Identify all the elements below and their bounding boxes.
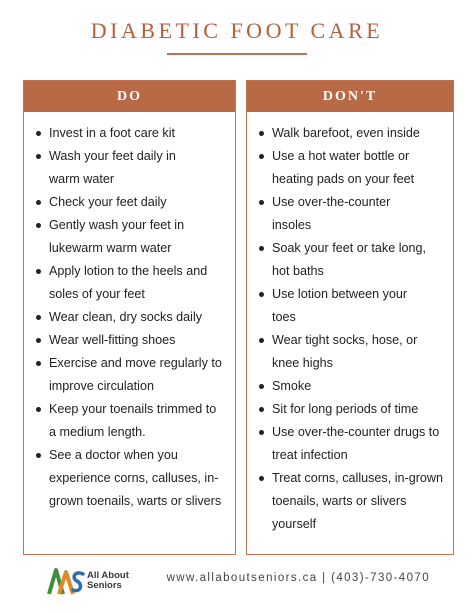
- list-item-text: Use a hot water bottle or: [272, 149, 410, 163]
- list-item-text: soles of your feet: [49, 287, 145, 301]
- bullet-icon: [259, 292, 264, 297]
- list-item: [32, 352, 229, 375]
- bullet-icon: [259, 338, 264, 343]
- do-list: [24, 112, 235, 513]
- list-item: [32, 168, 229, 191]
- list-item: [255, 145, 447, 168]
- list-item-text: Soak your feet or take long,: [272, 241, 427, 255]
- list-item-text: insoles: [272, 218, 312, 232]
- list-item-text: Check your feet daily: [49, 195, 167, 209]
- list-item-text: See a doctor when you: [49, 448, 178, 462]
- list-item-text: Wear well-fitting shoes: [49, 333, 176, 347]
- list-item-text: Sit for long periods of time: [272, 402, 419, 416]
- list-item: [32, 237, 229, 260]
- dont-list: [247, 112, 453, 536]
- page-title: DIABETIC FOOT CARE: [90, 18, 384, 43]
- list-item-text: hot baths: [272, 264, 324, 278]
- bullet-icon: [36, 131, 41, 136]
- list-item-text: Walk barefoot, even inside: [272, 126, 420, 140]
- bullet-icon: [259, 430, 264, 435]
- list-item: [255, 490, 447, 513]
- list-item-text: Apply lotion to the heels and: [49, 264, 208, 278]
- list-item-text: Use over-the-counter drugs to: [272, 425, 440, 439]
- list-item-text: warm water: [49, 172, 115, 186]
- list-item: [255, 283, 447, 306]
- list-item: [255, 306, 447, 329]
- list-item: [32, 398, 229, 421]
- bullet-icon: [259, 384, 264, 389]
- list-item: [32, 490, 229, 513]
- list-item: [255, 214, 447, 237]
- list-item: [32, 260, 229, 283]
- list-item-text: knee highs: [272, 356, 333, 370]
- list-item-text: Use lotion between your: [272, 287, 408, 301]
- list-item: [255, 375, 447, 398]
- list-item-text: Use over-the-counter: [272, 195, 391, 209]
- list-item: [32, 467, 229, 490]
- list-item-text: a medium length.: [49, 425, 146, 439]
- list-item-text: Wash your feet daily in: [49, 149, 176, 163]
- list-item: [255, 467, 447, 490]
- list-item-text: lukewarm warm water: [49, 241, 172, 255]
- bullet-icon: [259, 131, 264, 136]
- list-item: [255, 237, 447, 260]
- list-item: [32, 145, 229, 168]
- list-item: [255, 421, 447, 444]
- dont-panel: [246, 80, 454, 555]
- do-panel: [23, 80, 236, 555]
- list-item: [255, 398, 447, 421]
- list-item-text: heating pads on your feet: [272, 172, 415, 186]
- list-item: [32, 329, 229, 352]
- bullet-icon: [36, 154, 41, 159]
- bullet-icon: [259, 476, 264, 481]
- bullet-icon: [36, 269, 41, 274]
- list-item-text: grown toenails, warts or slivers: [49, 494, 222, 508]
- list-item-text: Invest in a foot care kit: [49, 126, 175, 140]
- list-item-text: Smoke: [272, 379, 312, 393]
- list-item: [32, 191, 229, 214]
- list-item: [32, 375, 229, 398]
- bullet-icon: [36, 453, 41, 458]
- list-item-text: Exercise and move regularly to: [49, 356, 222, 370]
- list-item: [32, 122, 229, 145]
- list-item-text: experience corns, calluses, in-: [49, 471, 219, 485]
- list-item-text: improve circulation: [49, 379, 154, 393]
- bullet-icon: [259, 200, 264, 205]
- bullet-icon: [36, 223, 41, 228]
- bullet-icon: [36, 338, 41, 343]
- contact-info[interactable]: www.allaboutseniors.ca | (403)-730-4070: [166, 572, 430, 584]
- bullet-icon: [259, 246, 264, 251]
- list-item-text: toenails, warts or slivers: [272, 494, 407, 508]
- list-item: [255, 352, 447, 375]
- list-item: [255, 444, 447, 467]
- list-item: [32, 306, 229, 329]
- aas-logo-icon: [47, 566, 87, 596]
- do-heading: DO: [24, 81, 235, 112]
- list-item-text: yourself: [272, 517, 317, 531]
- list-item-text: Treat corns, calluses, in-grown: [272, 471, 444, 485]
- bullet-icon: [259, 154, 264, 159]
- list-item: [255, 513, 447, 536]
- list-item-text: treat infection: [272, 448, 348, 462]
- list-item: [32, 421, 229, 444]
- bullet-icon: [36, 361, 41, 366]
- list-item: [255, 168, 447, 191]
- list-item: [255, 260, 447, 283]
- bullet-icon: [259, 407, 264, 412]
- logo-text-line2: Seniors: [87, 580, 122, 591]
- all-about-seniors-logo: [47, 566, 167, 596]
- bullet-icon: [36, 407, 41, 412]
- list-item: [255, 329, 447, 352]
- list-item-text: Wear tight socks, hose, or: [272, 333, 418, 347]
- list-item: [32, 444, 229, 467]
- bullet-icon: [36, 200, 41, 205]
- dont-heading: DON'T: [247, 81, 453, 112]
- logo-text: [87, 571, 129, 591]
- list-item-text: Wear clean, dry socks daily: [49, 310, 203, 324]
- list-item: [255, 122, 447, 145]
- list-item-text: Gently wash your feet in: [49, 218, 185, 232]
- list-item: [32, 214, 229, 237]
- list-item-text: Keep your toenails trimmed to: [49, 402, 217, 416]
- list-item: [255, 191, 447, 214]
- list-item-text: toes: [272, 310, 296, 324]
- list-item: [32, 283, 229, 306]
- bullet-icon: [36, 315, 41, 320]
- logo-text-line1: All About: [87, 570, 129, 581]
- title-divider: [167, 53, 307, 55]
